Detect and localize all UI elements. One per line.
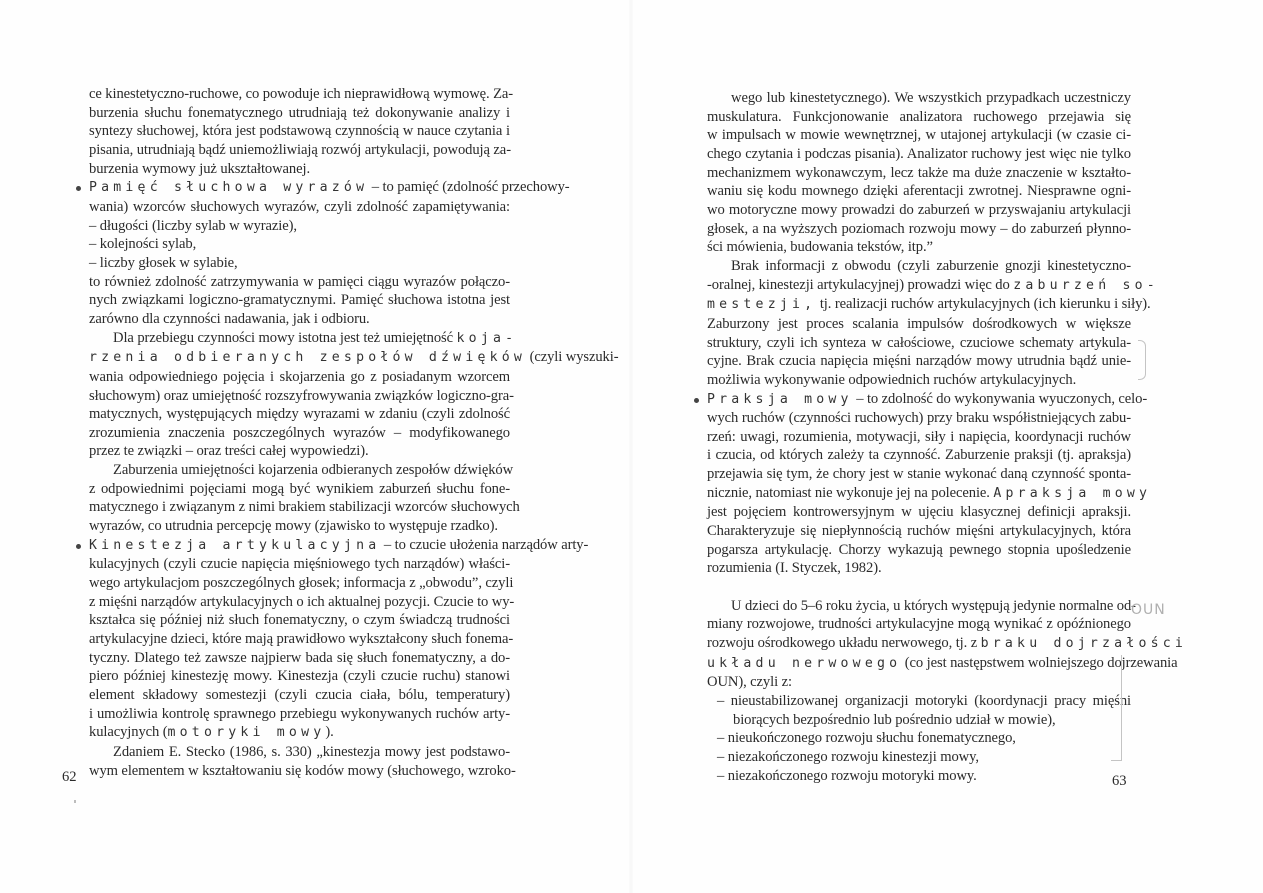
text-line: miany rozwojowe, trudności artykulacyjne mogą wynikać z opóźnionego [707, 616, 1131, 633]
text-line: chego czytania i podczas pisania). Analizator ruchowy jest więc nie tylko [707, 145, 1131, 162]
text-line: kulacyjnych (motoryki mowy). [89, 724, 334, 741]
handwritten-margin-note: OUN [1131, 602, 1166, 618]
list-item: – kolejności sylab, [89, 236, 197, 253]
right-page [633, 0, 1263, 893]
text-line: głosek, a na wyższych poziomach rozwoju mowy – do zaburzeń płynno- [707, 220, 1131, 237]
text-line: rozwoju ośrodkowego układu nerwowego, tj. z braku dojrzałości [707, 635, 1188, 652]
blank-line [707, 578, 1131, 597]
text-line: Zdaniem E. Stecko (1986, s. 330) „kinestezja mowy jest podstawo- [113, 743, 510, 760]
list-item: – liczby głosek w sylabie, [89, 254, 238, 271]
bullet-item-praksja: Praksja mowy – to zdolność do wykonywania wyuczonych, celo- [707, 390, 1131, 410]
text-line: zrozumienia znaczenia poszczególnych wyrazów – modyfikowanego [89, 424, 510, 441]
text-line: pisania, utrudniają bądź uniemożliwiają rozwój artykulacji, powodują za- [89, 141, 511, 158]
page-number-left: 62 [62, 769, 77, 785]
term-kojarzenia: koja- [456, 330, 518, 346]
text-line: burzenia słuchu fonematycznego utrudniają też dokonywanie analizy i [89, 104, 510, 121]
text-line: słuchowym) oraz umiejętność rozszyfrowywania związków logiczno-gra- [89, 387, 514, 404]
term-zespolow-dzwiekow: rzenia odbieranych zespołów dźwięków [89, 350, 527, 366]
text-line: wym elementem w kształtowaniu się kodów mowy (słuchowego, wzroko- [89, 762, 516, 779]
text-line: struktury, czyli ich synteza w całościowe, czuciowe schematy artykula- [707, 334, 1131, 351]
text-line: rzenia odbieranych zespołów dźwięków (czyli wyszuki- [89, 349, 619, 366]
text-line: jest pojęciem kontrowersyjnym w ujęciu klasycznej definicji apraksji. [707, 504, 1131, 521]
text-line: możliwia wykonywanie odpowiednich ruchów artykulacyjnych. [707, 371, 1077, 388]
text-line: muskulatura. Funkcjonowanie analizatora ruchowego przejawia się [707, 108, 1131, 125]
text-line: mestezji, tj. realizacji ruchów artykulacyjnych (ich kierunku i siły). [707, 296, 1151, 313]
text-line: matycznego i związanym z nimi brakiem stabilizacji wzorców słuchowych [89, 499, 520, 516]
text-line: w impulsach w mowie wewnętrznej, w utajonej artykulacji (w czasie ci- [707, 127, 1131, 144]
term-braku-dojrzalosci: braku dojrzałości [980, 636, 1188, 652]
left-page [0, 0, 630, 893]
text-line: Dla przebiegu czynności mowy istotna jest też umiejętność koja- [113, 329, 518, 346]
text-line: rozumienia (I. Styczek, 1982). [707, 560, 882, 577]
text-line: wego artykulacjom poszczególnych głosek; informacja z „obwodu”, czyli [89, 575, 514, 592]
term-apraksja-mowy: Apraksja mowy [993, 485, 1152, 501]
text-line: Brak informacji z obwodu (czyli zaburzenie gnozji kinestetyczno- [731, 257, 1131, 274]
text-line: wego lub kinestetycznego). We wszystkich przypadkach uczestniczy [731, 90, 1131, 106]
term-pamiec-sluchowa: Pamięć słuchowa wyrazów [89, 180, 369, 196]
list-item-continuation: biorących bezpośrednio lub pośrednio udział w mowie), [733, 711, 1056, 728]
list-item: – nieustabilizowanej organizacji motoryki (koordynacji pracy mięśni [717, 693, 1131, 709]
text-line: nych związkami logiczno-gramatycznymi. Pamięć słuchowa istotna jest [89, 292, 510, 309]
text-line: i czucia, od których zależy ta czynność. Zaburzenie praksji (tj. apraksja) [707, 447, 1131, 464]
text-line: mechanizmem wykonawczym, lecz także ma duże znaczenie w kształto- [707, 164, 1131, 181]
term-mestezji: mestezji, [707, 297, 817, 313]
text-line: kulacyjnych (czyli czucie napięcia mięśniowego tych narządów) właści- [89, 556, 510, 573]
text-line: U dzieci do 5–6 roku życia, u których występują jedynie normalne od- [731, 597, 1136, 614]
text-line: wyrazów, co utrudnia percepcję mowy (zjawisko to występuje rzadko). [89, 518, 498, 535]
term-motoryki-mowy: motoryki mowy [167, 725, 326, 741]
text-line: rzeń: uwagi, rozumienia, motywacji, siły i napięcia, koordynacji ruchów [707, 428, 1131, 445]
text-line: piero później kinestezję mowy. Kinestezja (czyli czucie ruchu) stanowi [89, 668, 510, 685]
text-line: to również zdolność zatrzymywania w pamięci ciągu wyrazów połączo- [89, 273, 510, 290]
text-line: ści mówienia, budowania tekstów, itp.” [707, 239, 933, 256]
page-number-right: 63 [1112, 773, 1127, 789]
bullet-item-pamiec-sluchowa: Pamięć słuchowa wyrazów – to pamięć (zdolność przechowy- [89, 178, 510, 198]
text-line: -oralnej, kinestezji artykulacyjnej) prowadzi więc do zaburzeń so- [707, 276, 1159, 293]
text-line: z mięśni narządów artykulacyjnych o ich aktualnej pozycji. Czucie to wy- [89, 593, 515, 610]
scan-smudge [74, 800, 76, 803]
text-line: Charakteryzuje się niepłynnością ruchów mięśni artykulacyjnych, która [707, 523, 1131, 540]
text-line: i umożliwia kontrolę sprawnego przebiegu wykonywanych ruchów arty- [89, 705, 510, 722]
text-line: artykulacyjne dzieci, które mają prawidłowo wykształcony słuch fonema- [89, 631, 514, 648]
text-line: przez te związki – oraz treści całej wypowiedzi). [89, 443, 369, 460]
text-line: kształca się później niż słuch fonematyczny, o czym świadczą trudności [89, 612, 510, 629]
text-line: Zaburzony jest proces scalania impulsów dośrodkowych w większe [707, 315, 1131, 332]
text-line: waniu się kodu mownego dzięki aferentacji zwrotnej. Niesprawne ogni- [707, 183, 1131, 200]
bullet-item-kinestezja: Kinestezja artykulacyjna – to czucie ułożenia narządów arty- [89, 536, 510, 556]
text-line: wania odpowiedniego pojęcia i skojarzenia go z posiadanym wzorcem [89, 368, 510, 385]
term-kinestezja-artykulacyjna: Kinestezja artykulacyjna [89, 537, 381, 553]
list-item: – niezakończonego rozwoju kinestezji mowy, [717, 748, 979, 765]
text-line: burzenia wymowy już ukształtowanej. [89, 160, 311, 177]
text-line: Zaburzenia umiejętności kojarzenia odbieranych zespołów dźwięków [113, 462, 514, 479]
text-line: element składowy somestezji (czyli czucia ciała, bólu, temperatury) [89, 687, 510, 703]
left-page-body [89, 85, 619, 780]
pencil-bracket-mark [1111, 655, 1122, 761]
right-page-body [707, 89, 1188, 785]
text-line: zarówno dla czynności nadawania, jak i odbioru. [89, 310, 370, 327]
text-line: przejawia się tym, że chory jest w stanie wykonać daną czynność sponta- [707, 466, 1131, 483]
list-item: – niezakończonego rozwoju motoryki mowy. [717, 767, 977, 784]
pencil-bracket-mark [1138, 340, 1146, 380]
term-zaburzen-somestezji: zaburzeń so- [1013, 277, 1159, 293]
text-line: wania) wzorców słuchowych wyrazów, czyli zdolność zapamiętywania: [89, 198, 510, 215]
term-praksja-mowy: Praksja mowy [707, 391, 853, 407]
list-item: – nieukończonego rozwoju słuchu fonematycznego, [717, 730, 1016, 747]
text-line: wych ruchów (czynności ruchowych) przy braku współistniejących zabu- [707, 410, 1131, 427]
text-line: matycznych, występujących między wyrazami w zdaniu (czyli zdolność [89, 406, 510, 423]
text-line: nicznie, natomiast nie wykonuje jej na polecenie. Apraksja mowy [707, 484, 1152, 501]
term-ukladu-nerwowego: układu nerwowego [707, 655, 902, 671]
text-line: syntezy słuchowej, która jest podstawową czynnością w nauce czytania i [89, 123, 510, 140]
text-line: układu nerwowego (co jest następstwem wolniejszego dojrzewania [707, 654, 1178, 671]
text-line: wo motoryczne mowy prowadzi do zaburzeń w przyswajaniu artykulacji [707, 201, 1131, 218]
text-line: z odpowiednimi pojęciami mogą być wynikiem zaburzeń słuchu fone- [89, 480, 510, 497]
text-line: cyjne. Brak czucia napięcia mięśni narządów mowy utrudnia bądź unie- [707, 353, 1131, 370]
text-line: pogarsza artykulację. Chorzy wykazują pewnego stopnia upośledzenie [707, 541, 1131, 558]
text-line: ce kinestetyczno-ruchowe, co powoduje ich nieprawidłową wymowę. Za- [89, 86, 514, 102]
list-item: – długości (liczby sylab w wyrazie), [89, 217, 297, 234]
text-line: OUN), czyli z: [707, 674, 792, 691]
text-line: tyczny. Dlatego też zawsze najpierw bada się słuch fonematyczny, a do- [89, 649, 510, 666]
